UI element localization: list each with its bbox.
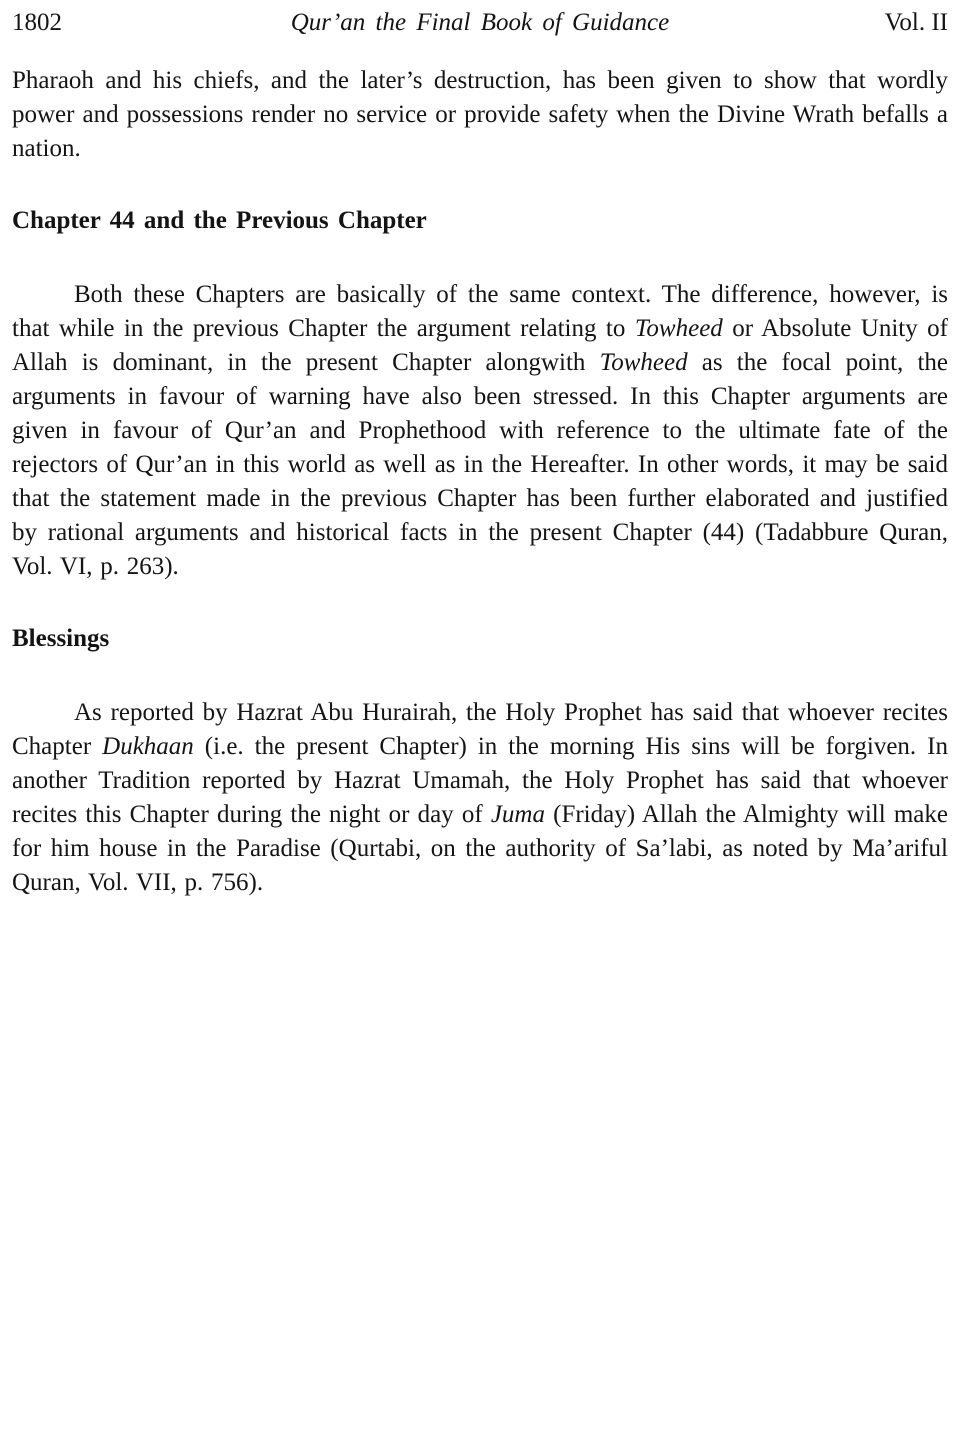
page-body <box>12 64 948 900</box>
page-number: 1802 <box>12 9 62 36</box>
paragraph-pharaoh-destruction: Pharaoh and his chiefs, and the later’s destruction, has been given to show that wordly power and possessions render no service or provide safety when the Divine Wrath befalls a nation. <box>12 67 948 162</box>
heading-blessings: Blessings <box>12 625 110 652</box>
book-title: Qur’an the Final Book of Guidance <box>290 9 670 36</box>
paragraph-blessings: As reported by Hazrat Abu Hurairah, the Holy Prophet has said that whoever recites Chapter Dukhaan (i.e. the present Chapter) in the morning His sins will be forgiven. In another Tradition reported by Hazrat Umamah, the Holy Prophet has said that whoever recites this Chapter during the night or day of Juma (Friday) Allah the Almighty will make for him house in the Paradise (Qurtabi, on the authority of Sa’labi, as noted by Ma’ariful Quran, Vol. VII, p. 756). <box>12 699 948 896</box>
heading-chapter-44-previous: Chapter 44 and the Previous Chapter <box>12 207 427 234</box>
paragraph-chapter-comparison: Both these Chapters are basically of the same context. The difference, however, is that while in the previous Chapter the argument relating to Towheed or Absolute Unity of Allah is dominant, in the present Chapter alongwith Towheed as the focal point, the arguments in favour of warning have also been stressed. In this Chapter arguments are given in favour of Qur’an and Prophethood with reference to the ultimate fate of the rejectors of Qur’an in this world as well as in the Hereafter. In other words, it may be said that the statement made in the previous Chapter has been further elaborated and justified by rational arguments and historical facts in the present Chapter (44) (Tadabbure Quran, Vol. VI, p. 263). <box>12 281 949 580</box>
volume-label: Vol. II <box>884 9 948 36</box>
page-header <box>12 8 948 38</box>
